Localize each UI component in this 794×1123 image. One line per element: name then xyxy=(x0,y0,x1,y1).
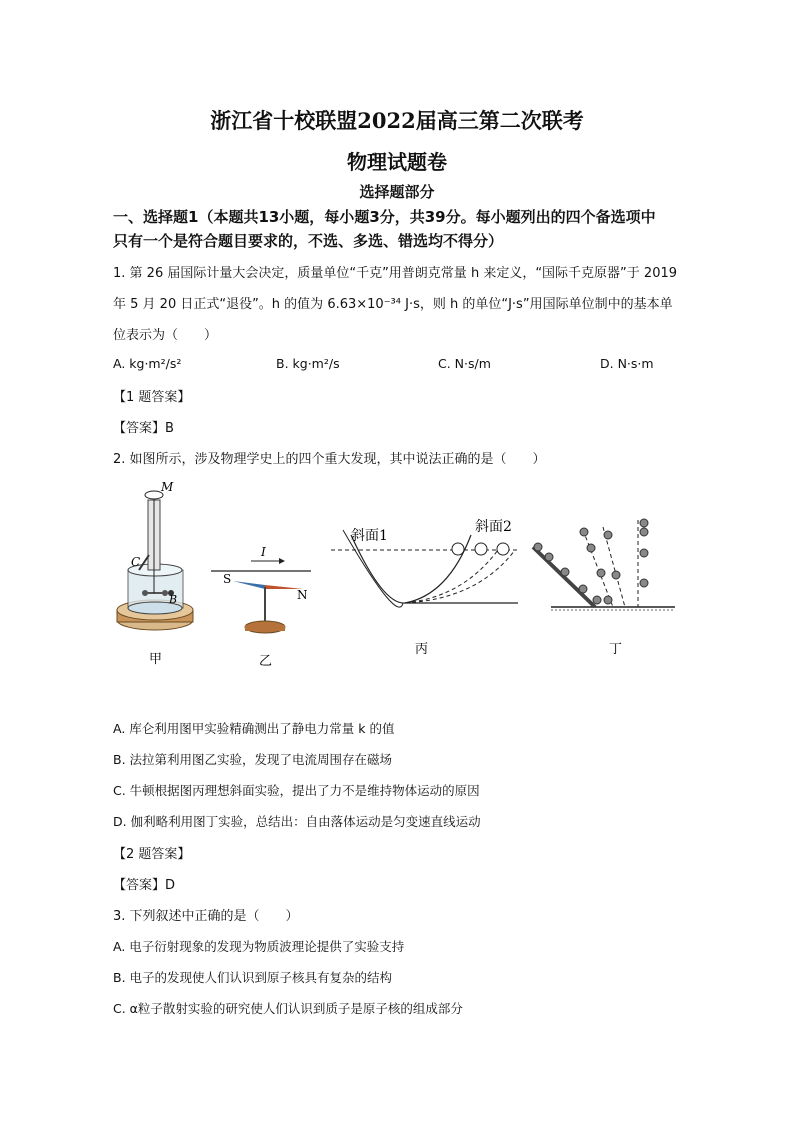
section-instructions xyxy=(113,205,703,253)
q1-option-b: B. kg·m²/s xyxy=(276,356,340,371)
q1-stem-line-2: 年 5 月 20 日正式“退役”。h 的值为 6.63×10⁻³⁴ J·s，则 h 的单位“J·s”用国际单位制中的基本单 xyxy=(113,297,673,312)
label-I: I xyxy=(261,545,266,559)
q2-option-b: B. 法拉第利用图乙实验，发现了电流周围存在磁场 xyxy=(113,752,393,767)
galileo-incline-diagram xyxy=(533,519,675,657)
oersted-diagram xyxy=(211,545,311,669)
label-slope2: 斜面2 xyxy=(475,519,512,535)
q3-option-a: A. 电子衍射现象的发现为物质波理论提供了实验支持 xyxy=(113,939,405,954)
q1-option-d: D. N·s·m xyxy=(600,356,654,371)
label-M: M xyxy=(161,480,174,494)
q2-option-d: D. 伽利略利用图丁实验，总结出：自由落体运动是匀变速直线运动 xyxy=(113,814,481,829)
label-jia: 甲 xyxy=(149,652,163,667)
q2-answer: 【答案】D xyxy=(113,878,176,893)
label-S: S xyxy=(223,572,232,586)
label-yi: 乙 xyxy=(259,654,273,669)
q1-stem-line-1: 1. 第 26 届国际计量大会决定，质量单位“千克”用普朗克常量 h 来定义，“国际千克原器”于 2019 xyxy=(113,266,678,281)
q3-option-b: B. 电子的发现使人们认识到原子核具有复杂的结构 xyxy=(113,970,393,985)
exam-subtitle: 物理试题卷 xyxy=(347,150,447,174)
label-B: B xyxy=(169,593,178,606)
section-line-1: 一、选择题1（本题共13小题，每小题3分，共39分。每小题列出的四个备选项中 xyxy=(113,208,656,226)
label-slope1: 斜面1 xyxy=(351,528,388,544)
q2-option-a: A. 库仑利用图甲实验精确测出了静电力常量 k 的值 xyxy=(113,721,395,736)
label-C: C xyxy=(131,555,141,569)
exam-title: 浙江省十校联盟2022届高三第二次联考 xyxy=(210,108,584,133)
q2-stem: 2. 如图所示，涉及物理学史上的四个重大发现，其中说法正确的是（ ） xyxy=(113,452,546,467)
q2-option-c: C. 牛顿根据图丙理想斜面实验，提出了力不是维持物体运动的原因 xyxy=(113,783,480,798)
label-bing: 丙 xyxy=(415,642,429,657)
q1-answer: 【答案】B xyxy=(113,421,174,436)
ideal-incline-diagram xyxy=(331,519,518,657)
q1-stem-line-3: 位表示为（ ） xyxy=(113,328,218,343)
label-ding: 丁 xyxy=(609,642,623,657)
q2-answer-header: 【2 题答案】 xyxy=(113,847,191,862)
label-N: N xyxy=(297,588,308,602)
q3-stem: 3. 下列叙述中正确的是（ ） xyxy=(113,909,299,924)
torsion-balance-diagram xyxy=(117,480,193,667)
q1-answer-header: 【1 题答案】 xyxy=(113,390,191,405)
q1-option-a: A. kg·m²/s² xyxy=(113,356,182,371)
q1-option-c: C. N·s/m xyxy=(438,356,491,371)
part-heading: 选择题部分 xyxy=(359,183,435,201)
q2-figure xyxy=(113,475,693,675)
section-line-2: 只有一个是符合题目要求的，不选、多选、错选均不得分） xyxy=(113,232,504,250)
q3-option-c: C. α粒子散射实验的研究使人们认识到质子是原子核的组成部分 xyxy=(113,1001,463,1016)
